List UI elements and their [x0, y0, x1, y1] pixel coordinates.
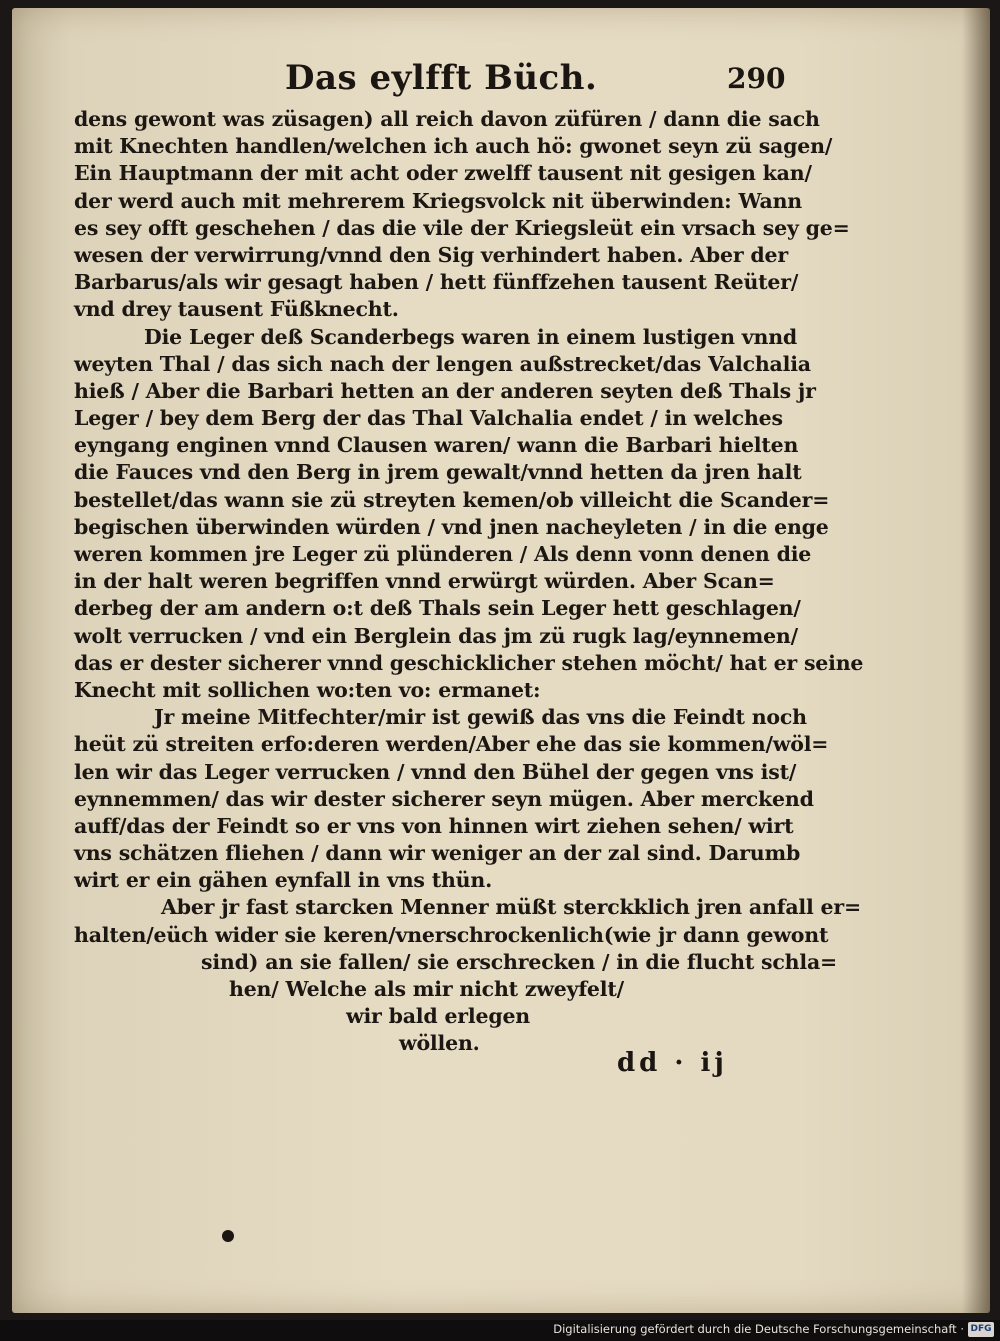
text-line: bestellet/das wann sie zü streyten kemen/ob villeicht die Scander= [74, 487, 830, 512]
text-line: es sey offt geschehen / das die vile der Kriegsleüt ein vrsach sey ge= [74, 215, 850, 240]
text-line: vns schätzen fliehen / dann wir weniger an der zal sind. Darumb [74, 841, 801, 866]
text-line: derbeg der am andern o:t deß Thals sein Leger hett geschlagen/ [74, 596, 801, 621]
text-line-tapering: wir bald erlegen [346, 1004, 531, 1029]
text-line: der werd auch mit mehrerem Kriegsvolck nit überwinden: Wann [74, 188, 802, 213]
paragraph-start: Aber jr fast starcken Menner müßt sterckklich jren anfall er= [161, 895, 861, 920]
ink-dot [222, 1230, 234, 1242]
text-line: auff/das der Feindt so er vns von hinnen wirt ziehen sehen/ wirt [74, 813, 794, 838]
text-line: mit Knechten handlen/welchen ich auch hö: gwonet seyn zü sagen/ [74, 134, 833, 159]
text-line: das er dester sicherer vnnd geschicklicher stehen möcht/ hat er seine [74, 650, 864, 675]
text-line: die Fauces vnd den Berg in jrem gewalt/vnnd hetten da jren halt [74, 460, 802, 485]
running-title: Das eylfft Büch. [285, 58, 598, 98]
paragraph-start: Jr meine Mitfechter/mir ist gewiß das vns die Feindt noch [154, 705, 807, 730]
text-line-tapering: sind) an sie fallen/ sie erschrecken / in die flucht schla= [201, 949, 838, 974]
text-line: wesen der verwirrung/vnnd den Sig verhindert haben. Aber der [74, 242, 788, 267]
text-line: vnd drey tausent Füßknecht. [74, 297, 399, 322]
text-line: heüt zü streiten erfo:deren werden/Aber ehe das sie kommen/wöl= [74, 732, 829, 757]
text-line: len wir das Leger verrucken / vnnd den Bühel der gegen vns ist/ [74, 759, 797, 784]
text-line-tapering: wöllen. [399, 1031, 480, 1056]
text-line: Knecht mit sollichen wo:ten vo: ermanet: [74, 677, 541, 702]
text-line: weren kommen jre Leger zü plünderen / Als denn vonn denen die [74, 542, 812, 566]
text-line: Ein Hauptmann der mit acht oder zwelff tausent nit gesigen kan/ [74, 161, 812, 186]
text-line-tapering: hen/ Welche als mir nicht zweyfelt/ [229, 977, 624, 1001]
text-line: in der halt weren begriffen vnnd erwürgt würden. Aber Scan= [74, 569, 775, 594]
text-line: begischen überwinden würden / vnd jnen nacheyleten / in die enge [74, 514, 829, 539]
text-line: wolt verrucken / vnd ein Berglein das jm zü rugk lag/eynnemen/ [74, 623, 798, 648]
text-line: Leger / bey dem Berg der das Thal Valchalia endet / in welches [74, 406, 783, 431]
text-line: eyngang enginen vnnd Clausen waren/ wann die Barbari hielten [74, 433, 799, 458]
main-text-block [74, 106, 864, 1058]
text-line: weyten Thal / das sich nach der lengen außstrecket/das Valchalia [74, 351, 811, 376]
text-line: dens gewont was züsagen) all reich davon züfüren / dann die sach [74, 107, 820, 131]
paragraph-start: Die Leger deß Scanderbegs waren in einem lustigen vnnd [144, 324, 798, 349]
text-line: eynnemmen/ das wir dester sicherer seyn mügen. Aber merckend [74, 786, 814, 811]
text-line: halten/eüch wider sie keren/vnerschrockenlich(wie jr dann gewont [74, 922, 829, 947]
funding-credit: Digitalisierung gefördert durch die Deutsche Forschungsgemeinschaft · [553, 1322, 964, 1336]
signature-mark: dd · ij [617, 1048, 728, 1078]
text-line: hieß / Aber die Barbari hetten an der anderen seyten deß Thals jr [74, 378, 816, 403]
page-number: 290 [727, 62, 786, 95]
text-line: wirt er ein gähen eynfall in vns thün. [74, 868, 493, 893]
page-header [12, 58, 990, 108]
book-page [12, 8, 990, 1313]
dfg-logo: DFG [968, 1322, 994, 1337]
text-line: Barbarus/als wir gesagt haben / hett fünffzehen tausent Reüter/ [74, 270, 799, 295]
digitization-footer [0, 1320, 1000, 1341]
